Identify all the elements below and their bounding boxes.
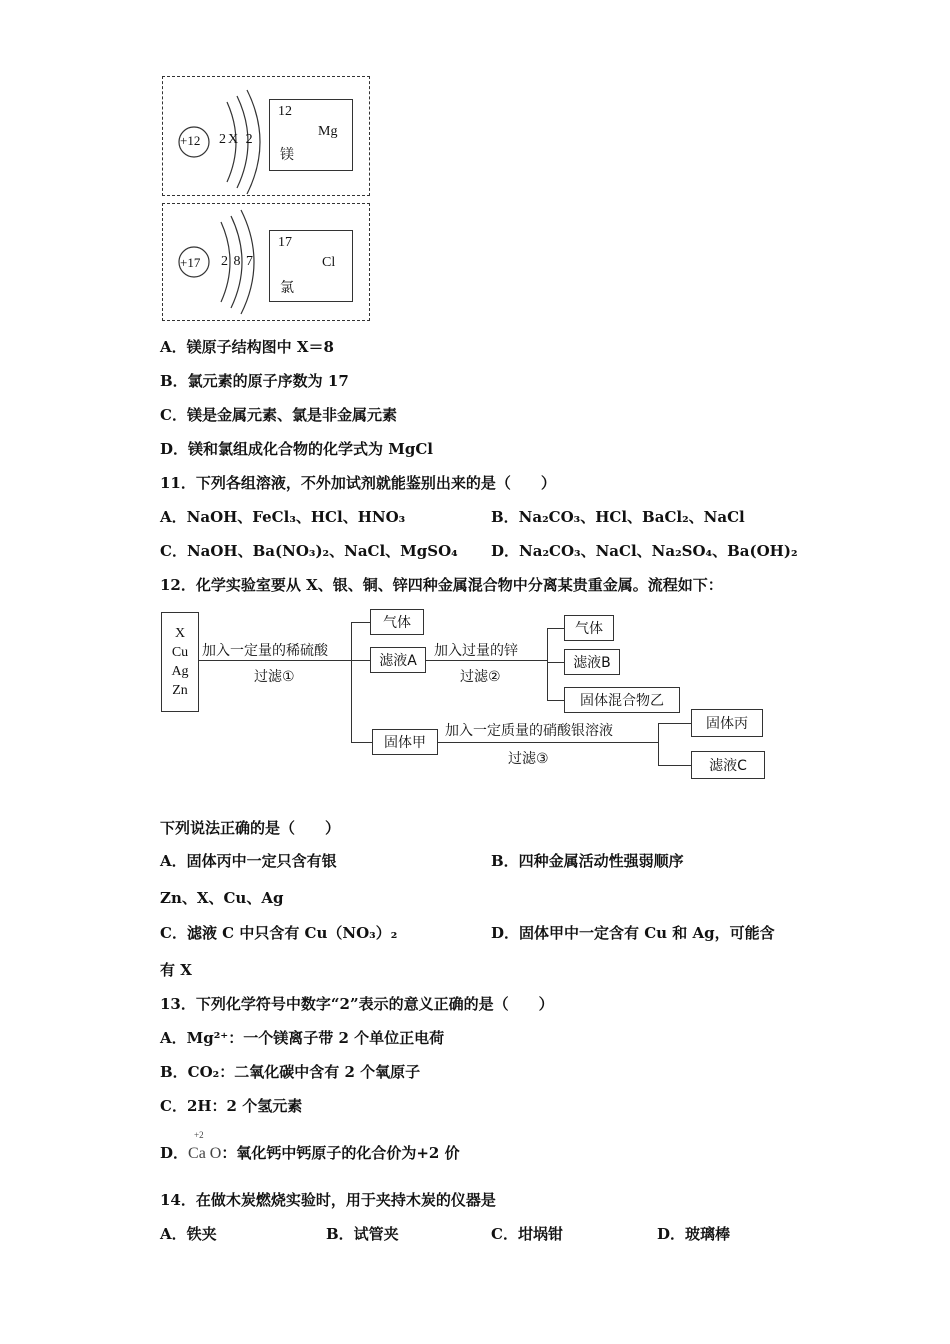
gas-box-2: 气体 (564, 615, 614, 641)
q10-option-d: D．镁和氯组成化合物的化学式为 MgCl (160, 440, 433, 458)
solid-bing-box: 固体丙 (691, 709, 763, 737)
q11-option-c: C．NaOH、Ba(NO₃)₂、NaCl、MgSO₄ (160, 542, 458, 560)
step2-filter: 过滤② (460, 669, 501, 685)
q12-option-a: A．固体丙中一定只含有银 (160, 852, 337, 870)
q12-stem: 12．化学实验室要从 X、银、铜、锌四种金属混合物中分离某贵重金属。流程如下： (160, 576, 723, 594)
gas-box-1: 气体 (370, 609, 424, 635)
step1-label: 加入一定量的稀硫酸 (202, 643, 328, 659)
cl-symbol: Cl (322, 255, 336, 270)
q14-option-b: B．试管夹 (326, 1225, 399, 1243)
q10-option-a: A．镁原子结构图中 X＝8 (160, 338, 334, 356)
q13-option-b: B．CO₂：二氧化碳中含有 2 个氧原子 (160, 1063, 421, 1081)
q13-stem: 13．下列化学符号中数字“2”表示的意义正确的是（ ） (160, 995, 554, 1013)
step3-filter: 过滤③ (508, 751, 549, 767)
solid-mixture-yi-box: 固体混合物乙 (564, 687, 680, 713)
filtrate-a-box: 滤液A (370, 647, 426, 673)
filtrate-c-box: 滤液C (691, 751, 765, 779)
q12-option-b-continued: Zn、X、Cu、Ag (160, 889, 284, 907)
q14-stem: 14．在做木炭燃烧实验时，用于夹持木炭的仪器是 (160, 1191, 496, 1209)
q13-d-formula (188, 1130, 222, 1163)
cl-atomic-number: 17 (278, 235, 292, 250)
metal-x: X (174, 626, 186, 641)
filtrate-b-box: 滤液B (564, 649, 620, 675)
q14-option-d: D．玻璃棒 (657, 1225, 731, 1243)
q13-d-valence: +2 (194, 1130, 204, 1140)
q14-option-a: A．铁夹 (160, 1225, 217, 1243)
q14-option-c: C．坩埚钳 (491, 1225, 563, 1243)
metal-cu: Cu (171, 645, 189, 660)
q12-option-c: C．滤液 C 中只含有 Cu（NO₃）₂ (160, 924, 398, 942)
q12-prompt: 下列说法正确的是（ ） (160, 819, 341, 837)
q12-option-d: D．固体甲中一定含有 Cu 和 Ag，可能含 (491, 924, 775, 942)
metal-ag: Ag (171, 664, 189, 679)
mg-name: 镁 (280, 148, 294, 163)
mg-symbol: Mg (318, 124, 338, 139)
cl-shells: 2 8 7 (221, 254, 254, 269)
mg-atomic-number: 12 (278, 104, 292, 119)
solid-jia-box: 固体甲 (372, 729, 438, 755)
q11-option-a: A．NaOH、FeCl₃、HCl、HNO₃ (160, 508, 406, 526)
q13-option-d (160, 1130, 460, 1163)
q10-option-c: C．镁是金属元素、氯是非金属元素 (160, 406, 397, 424)
q13-option-c: C．2H：2 个氢元素 (160, 1097, 303, 1115)
step1-filter: 过滤① (254, 669, 295, 685)
mg-shells: 2X 2 (219, 132, 255, 147)
cl-name: 氯 (280, 281, 294, 296)
step2-label: 加入过量的锌 (434, 643, 518, 659)
metal-zn: Zn (172, 683, 188, 698)
q13-option-a: A．Mg²⁺：一个镁离子带 2 个单位正电荷 (160, 1029, 445, 1047)
step3-label: 加入一定质量的硝酸银溶液 (445, 723, 613, 739)
q13-d-formula-text: Ca O (188, 1145, 222, 1162)
cl-nucleus: +17 (180, 255, 201, 270)
q12-option-b: B．四种金属活动性强弱顺序 (491, 852, 684, 870)
q12-option-d-continued: 有 X (160, 961, 192, 979)
q11-option-b: B．Na₂CO₃、HCl、BaCl₂、NaCl (491, 508, 745, 526)
q10-option-b: B．氯元素的原子序数为 17 (160, 372, 349, 390)
metal-mixture-box (161, 612, 199, 712)
mg-nucleus: +12 (180, 133, 201, 148)
q13-d-text: ：氧化钙中钙原子的化合价为+2 价 (221, 1144, 460, 1162)
q13-d-prefix: D． (160, 1144, 189, 1162)
q11-stem: 11．下列各组溶液，不外加试剂就能鉴别出来的是（ ） (160, 474, 556, 492)
q11-option-d: D．Na₂CO₃、NaCl、Na₂SO₄、Ba(OH)₂ (491, 542, 798, 560)
